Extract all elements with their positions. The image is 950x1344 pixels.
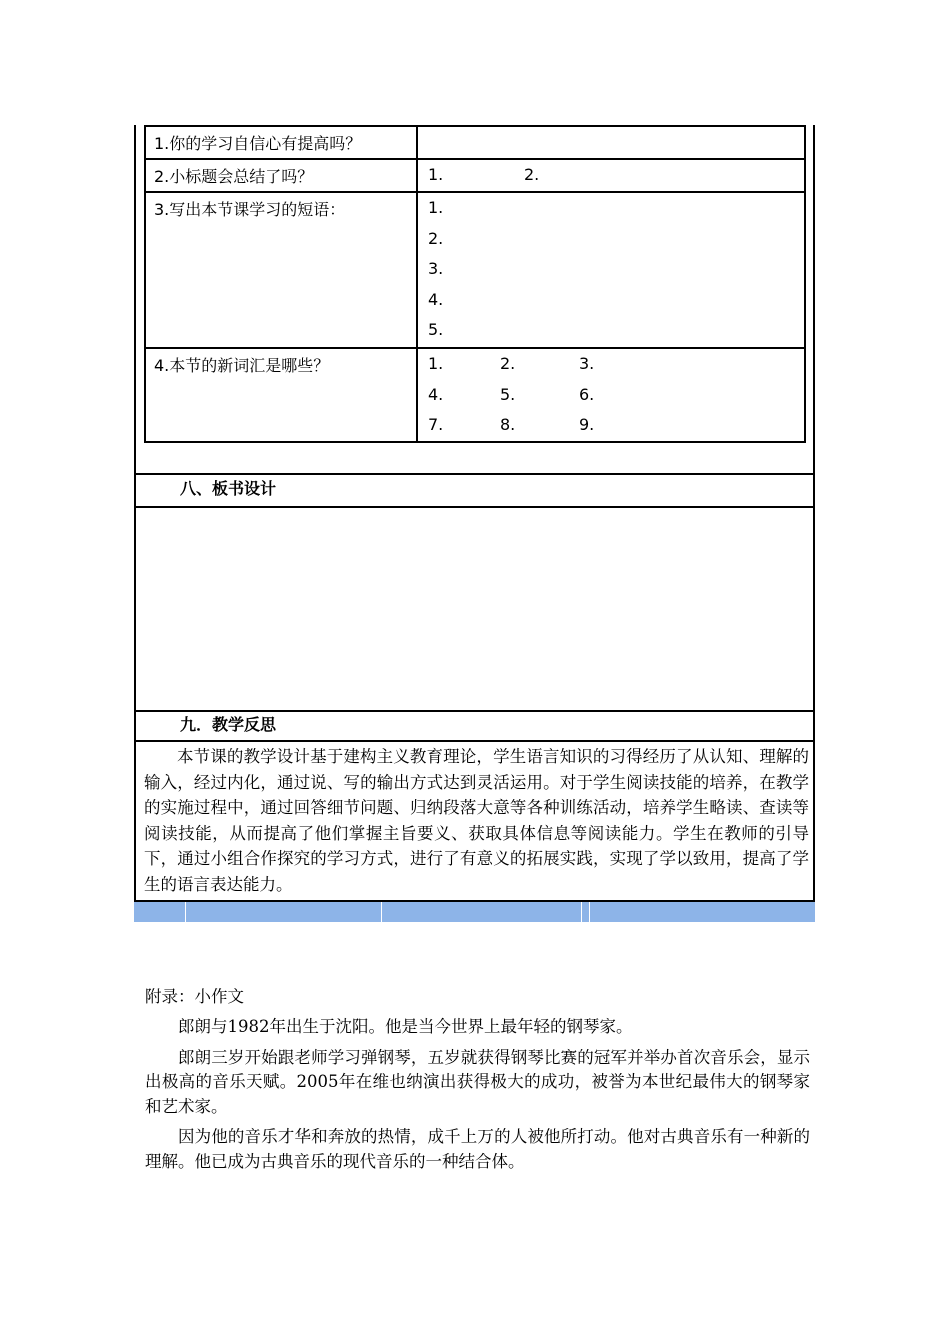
table-footer-bar xyxy=(134,902,815,922)
reflection-text: 本节课的教学设计基于建构主义教育理论，学生语言知识的习得经历了从认知、理解的输入，经过内化，通过说、写的输出方式达到灵活运用。对于学生阅读技能的培养，在教学的实施过程中，通过回答细节问题、归纳段落大意等各种训练活动，培养学生略读、查读等阅读技能，从而提高了他们掌握主旨要义、获取具体信息等阅读能力。学生在教师的引导下，通过小组合作探究的学习方式，进行了有意义的拓展实践，实现了学以致用，提高了学生的语言表达能力。 xyxy=(144,747,809,894)
answer-line xyxy=(428,160,804,191)
answer-number: 3. xyxy=(428,259,444,278)
answer-cell xyxy=(418,160,804,191)
table-row xyxy=(146,349,804,441)
answer-number: 1. xyxy=(428,354,444,373)
outer-border-right xyxy=(813,125,815,475)
question-cell: 3.写出本节课学习的短语： xyxy=(146,193,418,347)
answer-line xyxy=(428,349,804,380)
answer-number: 5. xyxy=(500,384,516,404)
appendix xyxy=(145,985,810,1180)
question-cell: 4.本节的新词汇是哪些？ xyxy=(146,349,418,441)
board-design-header xyxy=(134,473,815,508)
answer-number: 1. xyxy=(428,198,444,217)
appendix-paragraph: 郎朗三岁开始跟老师学习弹钢琴，五岁就获得钢琴比赛的冠军并举办首次音乐会，显示出极高的音乐天赋。2005年在维也纳演出获得极大的成功，被誉为本世纪最伟大的钢琴家和艺术家。 xyxy=(145,1047,810,1116)
question-cell: 1.你的学习自信心有提高吗？ xyxy=(146,127,418,158)
outer-border-left xyxy=(134,125,136,475)
self-check-table xyxy=(144,125,806,443)
answer-line xyxy=(428,315,804,346)
answer-line xyxy=(428,380,804,411)
answer-cell xyxy=(418,349,804,441)
answer-number: 7. xyxy=(428,415,444,434)
answer-line xyxy=(428,224,804,255)
answer-number: 6. xyxy=(579,384,595,404)
appendix-paragraph: 郎朗与1982年出生于沈阳。他是当今世界上最年轻的钢琴家。 xyxy=(178,1017,633,1036)
answer-number: 2. xyxy=(428,228,444,248)
answer-number: 3. xyxy=(579,354,595,373)
answer-number: 2. xyxy=(500,354,516,373)
bar-separator xyxy=(589,902,590,922)
table-row xyxy=(146,193,804,349)
answer-number: 9. xyxy=(579,415,595,434)
answer-number: 1. xyxy=(428,165,444,184)
answer-line xyxy=(428,410,804,441)
reflection-body-box xyxy=(134,740,815,902)
answer-cell xyxy=(418,127,804,158)
answer-number: 8. xyxy=(500,415,516,434)
reflection-header xyxy=(134,710,815,742)
bar-separator xyxy=(185,902,186,922)
answer-number: 5. xyxy=(428,320,444,339)
answer-number: 4. xyxy=(428,289,444,309)
answer-number: 2. xyxy=(524,165,540,184)
bar-separator xyxy=(381,902,382,922)
answer-line xyxy=(428,285,804,316)
table-row xyxy=(146,127,804,160)
appendix-title: 附录：小作文 xyxy=(145,987,244,1006)
answer-line xyxy=(428,254,804,285)
answer-line xyxy=(428,193,804,224)
question-cell: 2.小标题会总结了吗？ xyxy=(146,160,418,191)
appendix-paragraph: 因为他的音乐才华和奔放的热情，成千上万的人被他所打动。他对古典音乐有一种新的理解。他已成为古典音乐的现代音乐的一种结合体。 xyxy=(145,1127,810,1171)
answer-number: 4. xyxy=(428,384,444,404)
table-row xyxy=(146,160,804,193)
section-title: 九．教学反思 xyxy=(180,715,277,734)
section-title: 八、板书设计 xyxy=(180,479,277,498)
board-design-area xyxy=(134,506,815,712)
bar-separator xyxy=(581,902,582,922)
answer-cell xyxy=(418,193,804,347)
